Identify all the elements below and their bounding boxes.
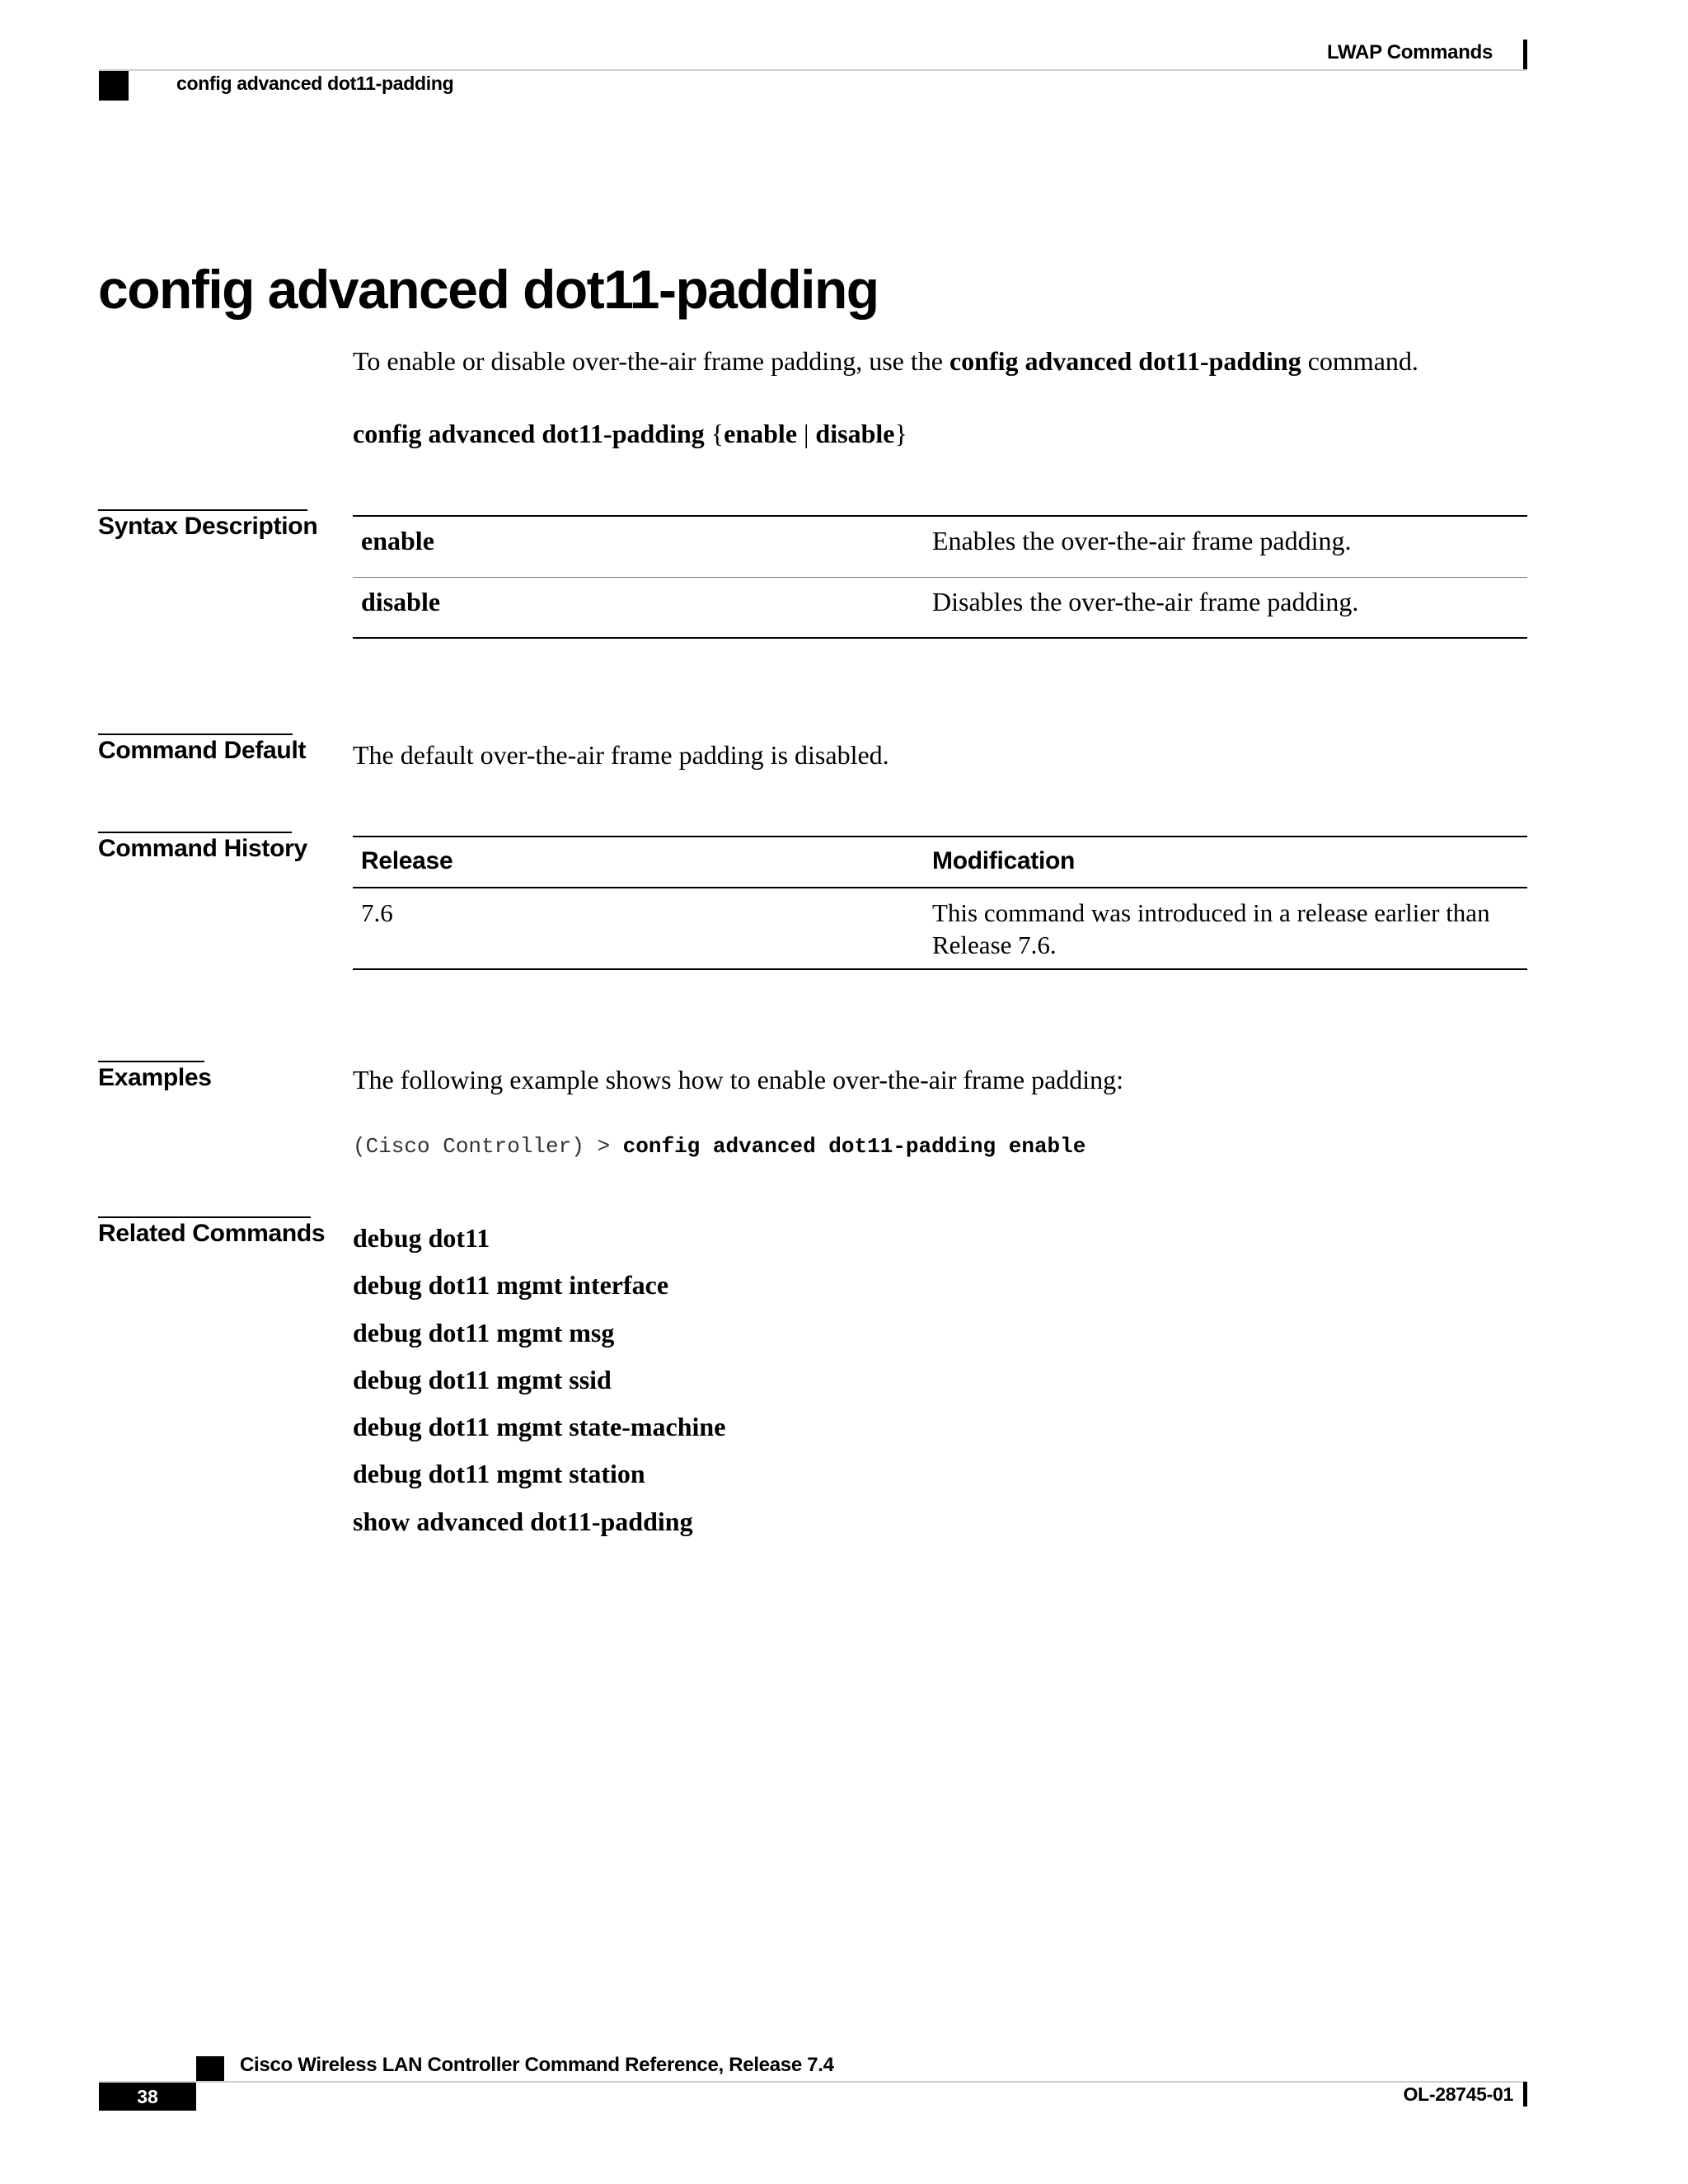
related-command: show advanced dot11-padding — [353, 1506, 693, 1536]
footer-rule — [99, 2081, 1527, 2083]
footer-bar — [1523, 2082, 1527, 2107]
header-marker — [99, 71, 129, 101]
section-heading-label: Command History — [98, 835, 307, 862]
cli-command: config advanced dot11-padding enable — [622, 1134, 1086, 1159]
related-command: debug dot11 mgmt interface — [353, 1270, 669, 1301]
related-command: debug dot11 mgmt ssid — [353, 1364, 612, 1394]
syntax-close-brace: } — [894, 419, 907, 448]
section-heading-rule — [98, 1216, 311, 1218]
table-row — [353, 516, 1527, 577]
section-heading-rule — [98, 509, 307, 511]
command-history-table — [353, 836, 1527, 970]
section-heading-label: Examples — [98, 1064, 212, 1091]
table-row — [353, 577, 1527, 638]
section-heading-command-history — [98, 835, 307, 863]
syntax-keyword — [353, 577, 924, 638]
command-default-text: The default over-the-air frame padding is disabled. — [353, 740, 889, 770]
syntax-option-enable: enable — [724, 419, 798, 448]
section-heading-label: Syntax Description — [98, 513, 318, 540]
example-description: The following example shows how to enable over-the-air frame padding: — [353, 1065, 1124, 1094]
page-number: 38 — [99, 2083, 196, 2111]
syntax-separator: | — [797, 419, 816, 448]
modification-cell: This command was introduced in a release earlier than Release 7.6. — [932, 898, 1490, 959]
syntax-open-brace: { — [704, 419, 724, 448]
section-heading-related-commands — [98, 1220, 325, 1248]
related-command: debug dot11 mgmt station — [353, 1459, 645, 1489]
section-heading-rule — [98, 1061, 204, 1062]
intro-suffix: command. — [1301, 346, 1418, 376]
header-bar — [1523, 40, 1527, 69]
header-rule — [99, 69, 1527, 71]
section-heading-command-default — [98, 737, 306, 765]
intro-paragraph — [353, 346, 1418, 377]
section-heading-rule — [98, 733, 293, 735]
page-title: config advanced dot11-padding — [98, 259, 879, 320]
header-chapter-title: LWAP Commands — [1326, 41, 1493, 63]
footer-doc-id: OL-28745-01 — [1403, 2083, 1513, 2105]
section-heading-rule — [98, 832, 292, 833]
related-command: debug dot11 mgmt msg — [353, 1317, 615, 1347]
footer-book-title: Cisco Wireless LAN Controller Command Reference, Release 7.4 — [240, 2054, 834, 2076]
syntax-line — [353, 419, 907, 449]
example-code — [353, 1134, 1085, 1159]
syntax-description: Enables the over-the-air frame padding. — [932, 526, 1352, 555]
related-command: debug dot11 mgmt state-machine — [353, 1412, 726, 1442]
footer-marker — [196, 2056, 224, 2081]
column-header-modification: Modification — [924, 837, 1527, 888]
table-row — [353, 888, 1527, 969]
section-heading-label: Command Default — [98, 737, 307, 764]
intro-prefix: To enable or disable over-the-air frame padding, use the — [353, 346, 950, 376]
keyword-text: disable — [361, 586, 441, 616]
syntax-description-table — [353, 515, 1527, 639]
column-header-release: Release — [353, 837, 924, 888]
syntax-description: Disables the over-the-air frame padding. — [924, 577, 1527, 638]
related-commands-list — [353, 1223, 725, 1554]
header-section-title: config advanced dot11-padding — [176, 73, 454, 94]
table-header-row — [353, 837, 1527, 888]
syntax-command: config advanced dot11-padding — [353, 419, 705, 448]
intro-command: config advanced dot11-padding — [949, 346, 1301, 376]
release-cell: 7.6 — [361, 898, 393, 927]
syntax-keyword — [353, 516, 924, 577]
keyword-text: enable — [361, 526, 434, 555]
cli-prompt: (Cisco Controller) > — [353, 1134, 623, 1159]
related-command: debug dot11 — [353, 1223, 490, 1253]
section-heading-label: Related Commands — [98, 1220, 326, 1247]
section-heading-examples — [98, 1064, 212, 1092]
syntax-option-disable: disable — [815, 419, 895, 448]
section-heading-syntax-description — [98, 513, 317, 541]
